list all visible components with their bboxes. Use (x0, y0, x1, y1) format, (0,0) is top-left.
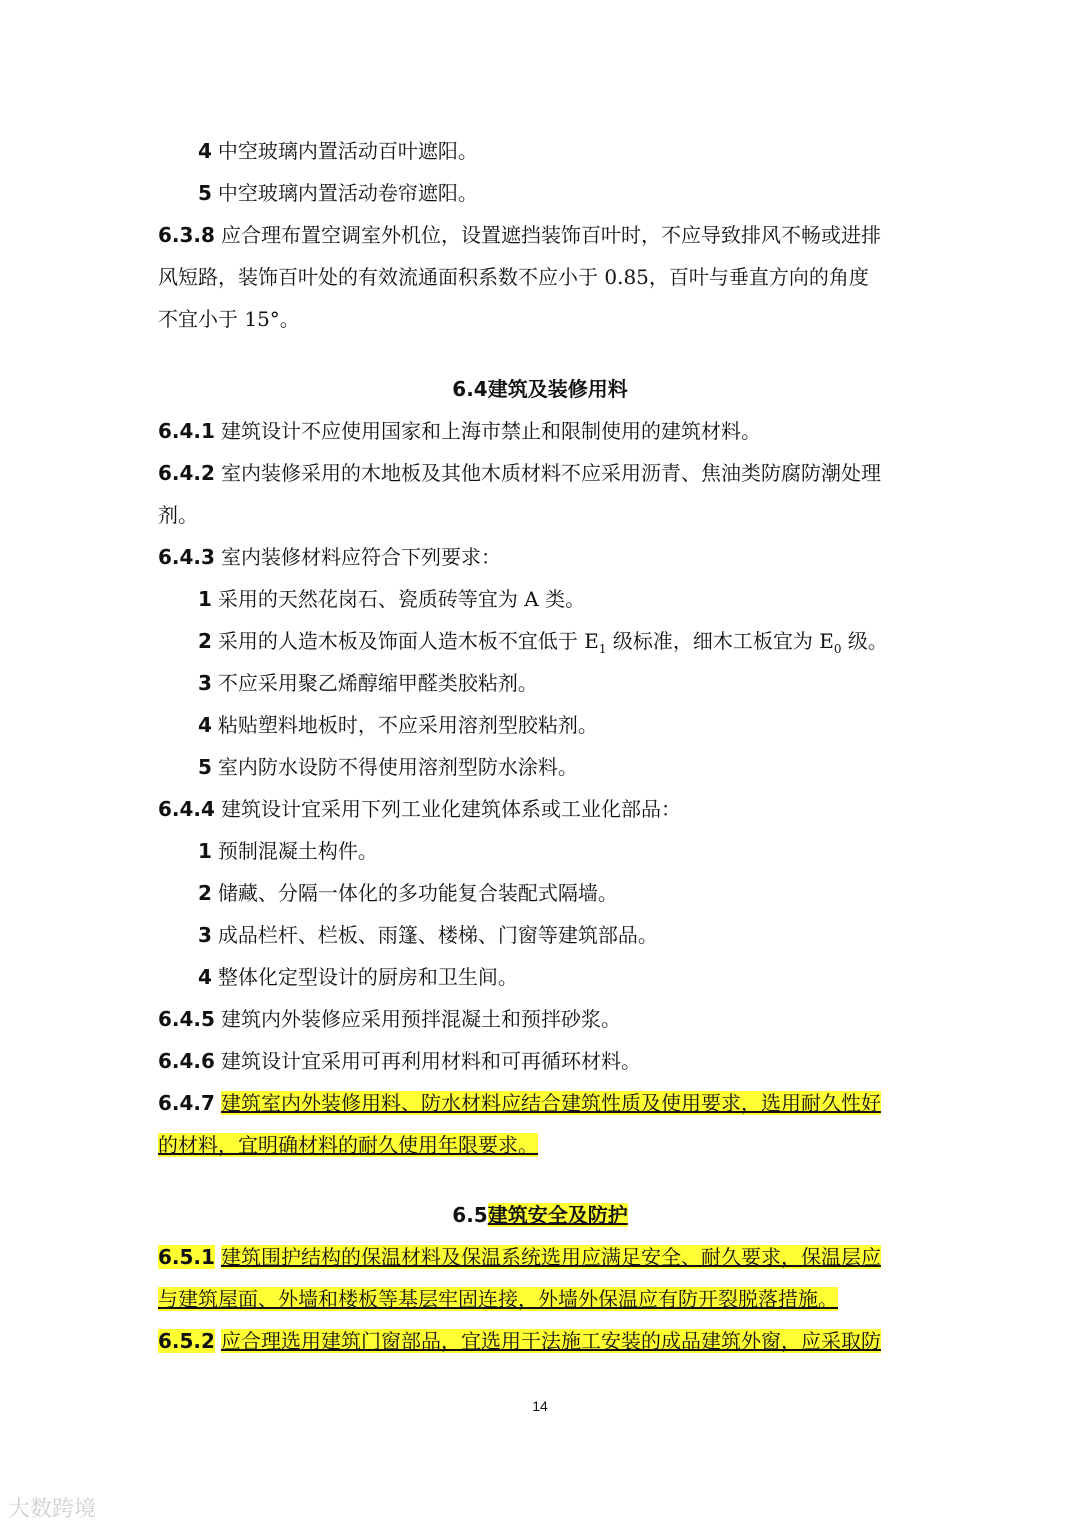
list-item: 3 不应采用聚乙烯醇缩甲醛类胶粘剂。 (198, 671, 538, 695)
clause-6-4-5: 6.4.5 建筑内外装修应采用预拌混凝土和预拌砂浆。 (158, 1007, 621, 1031)
highlighted-text: 的材料，宜明确材料的耐久使用年限要求。 (158, 1133, 538, 1157)
clause-line (158, 1278, 922, 1320)
document-page (158, 130, 922, 1362)
clause-line: 不宜小于 15°。 (158, 307, 300, 331)
list-item: 4 整体化定型设计的厨房和卫生间。 (198, 965, 518, 989)
clause-6-4-2: 6.4.2 室内装修采用的木地板及其他木质材料不应采用沥青、焦油类防腐防潮处理 (158, 461, 881, 485)
clause-line (158, 1124, 922, 1166)
highlighted-text: 建筑室内外装修用料、防水材料应结合建筑性质及使用要求，选用耐久性好 (220, 1091, 881, 1115)
highlighted-text: 应合理选用建筑门窗部品，宜选用干法施工安装的成品建筑外窗，应采取防 (220, 1329, 881, 1353)
clause-6-4-1: 6.4.1 建筑设计不应使用国家和上海市禁止和限制使用的建筑材料。 (158, 419, 761, 443)
clause-6-5-2: 6.5.2 应合理选用建筑门窗部品，宜选用干法施工安装的成品建筑外窗，应采取防 (158, 1329, 881, 1353)
highlighted-text: 与建筑屋面、外墙和楼板等基层牢固连接，外墙外保温应有防开裂脱落措施。 (158, 1287, 838, 1311)
list-item: 1 预制混凝土构件。 (198, 839, 378, 863)
list-item: 2 采用的人造木板及饰面人造木板不宜低于 $E_1$ 级标准，细木工板宜为 $E_0$ 级。 (198, 629, 888, 656)
list-item: 4 中空玻璃内置活动百叶遮阳。 (198, 139, 478, 163)
watermark: 大数跨境 (8, 1497, 97, 1522)
list-item: 5 中空玻璃内置活动卷帘遮阳。 (198, 181, 478, 205)
highlighted-text: 建筑围护结构的保温材料及保温系统选用应满足安全、耐久要求，保温层应 (220, 1245, 881, 1269)
clause-6-5-1: 6.5.1 建筑围护结构的保温材料及保温系统选用应满足安全、耐久要求，保温层应 (158, 1245, 881, 1269)
highlighted-text: 建筑安全及防护 (487, 1203, 628, 1227)
list-item: 4 粘贴塑料地板时，不应采用溶剂型胶粘剂。 (198, 713, 598, 737)
list-item: 1 采用的天然花岗石、瓷质砖等宜为 A 类。 (198, 587, 586, 611)
clause-6-4-6: 6.4.6 建筑设计宜采用可再利用材料和可再循环材料。 (158, 1049, 641, 1073)
clause-6-3-8: 6.3.8 应合理布置空调室外机位，设置遮挡装饰百叶时，不应导致排风不畅或进排 (158, 223, 881, 247)
page-number: 14 (532, 1398, 548, 1414)
clause-6-4-4: 6.4.4 建筑设计宜采用下列工业化建筑体系或工业化部品： (158, 797, 681, 821)
list-item: 3 成品栏杆、栏板、雨篷、楼梯、门窗等建筑部品。 (198, 923, 658, 947)
section-heading-6-5: 6.5建筑安全及防护 (452, 1203, 628, 1227)
clause-line: 剂。 (158, 503, 198, 527)
list-item: 2 储藏、分隔一体化的多功能复合装配式隔墙。 (198, 881, 618, 905)
clause-6-4-7: 6.4.7 建筑室内外装修用料、防水材料应结合建筑性质及使用要求，选用耐久性好 (158, 1091, 881, 1115)
clause-line: 风短路，装饰百叶处的有效流通面积系数不应小于 0.85，百叶与垂直方向的角度 (158, 265, 869, 289)
list-item: 5 室内防水设防不得使用溶剂型防水涂料。 (198, 755, 578, 779)
clause-6-4-3: 6.4.3 室内装修材料应符合下列要求： (158, 545, 501, 569)
section-heading-6-4: 6.4建筑及装修用料 (452, 377, 628, 401)
